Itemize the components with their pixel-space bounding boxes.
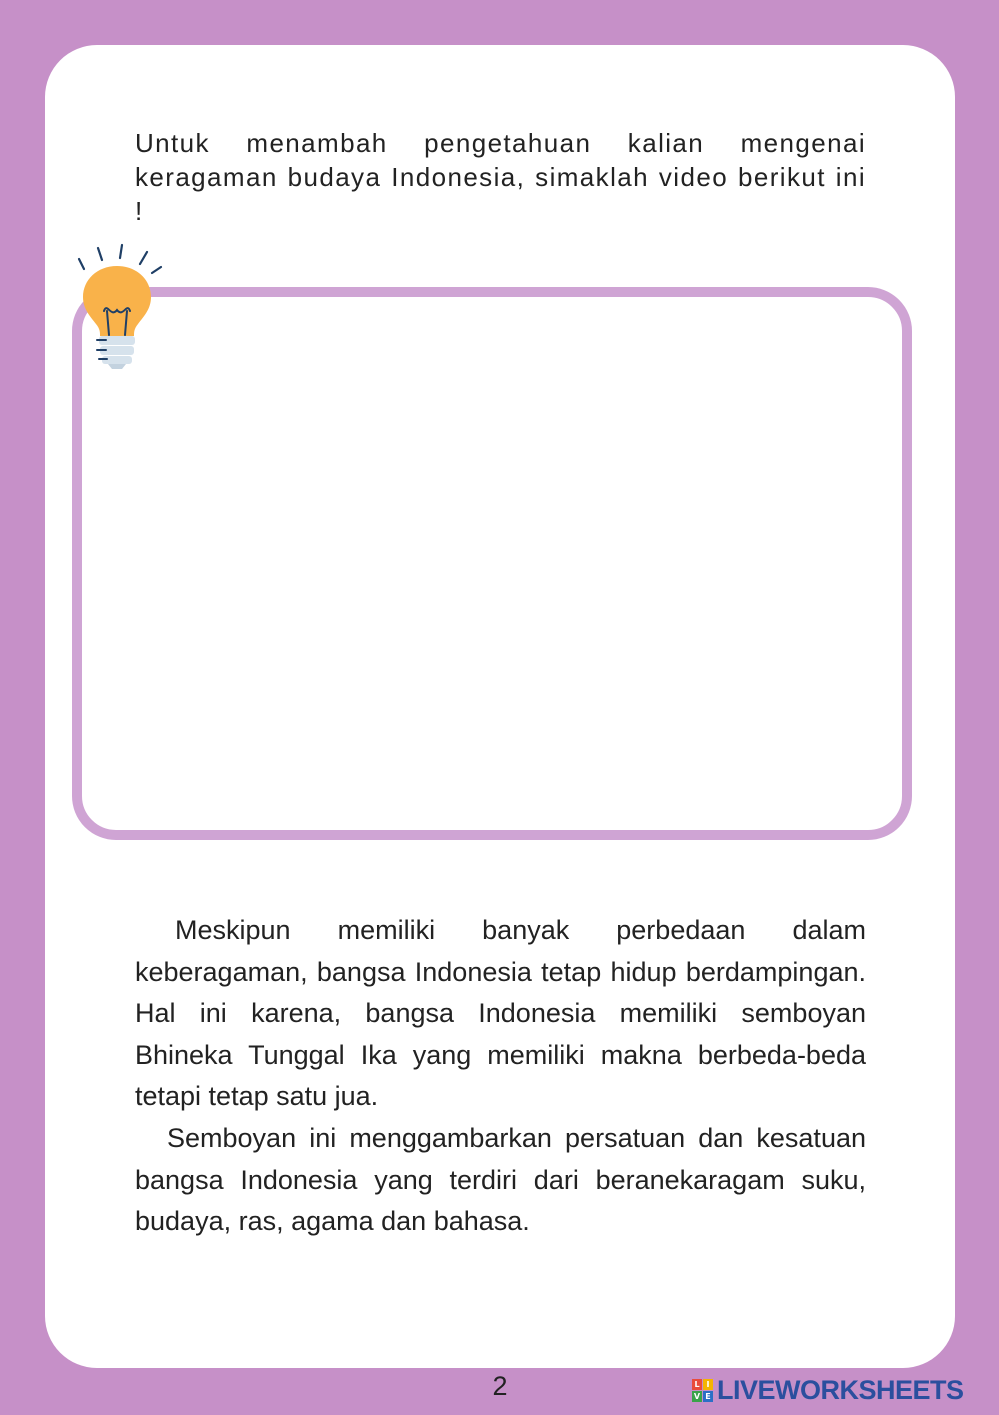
brand-name: LIVEWORKSHEETS <box>717 1374 964 1405</box>
body-text <box>135 910 866 1243</box>
liveworksheets-logo-icon <box>692 1379 713 1402</box>
video-frame[interactable] <box>72 287 912 840</box>
logo-letter-e: E <box>703 1391 713 1402</box>
logo-letter-i: I <box>703 1379 713 1390</box>
paragraph-1: Meskipun memiliki banyak perbedaan dalam keberagaman, bangsa Indonesia tetap hidup berdampingan. Hal ini karena, bangsa Indonesia memiliki semboyan Bhineka Tunggal Ika yang memiliki makna berbeda-beda tetapi tetap satu jua. <box>135 915 866 1112</box>
intro-text: Untuk menambah pengetahuan kalian mengenai keragaman budaya Indonesia, simaklah video berikut ini ! <box>135 128 866 226</box>
lightbulb-icon <box>74 240 166 372</box>
page-number: 2 <box>492 1371 508 1401</box>
liveworksheets-brand[interactable] <box>692 1374 964 1406</box>
logo-letter-v: V <box>693 1391 701 1401</box>
paragraph-2: Semboyan ini menggambarkan persatuan dan kesatuan bangsa Indonesia yang terdiri dari beranekaragam suku, budaya, ras, agama dan bahasa. <box>135 1122 866 1237</box>
logo-letter-l: L <box>692 1379 702 1390</box>
